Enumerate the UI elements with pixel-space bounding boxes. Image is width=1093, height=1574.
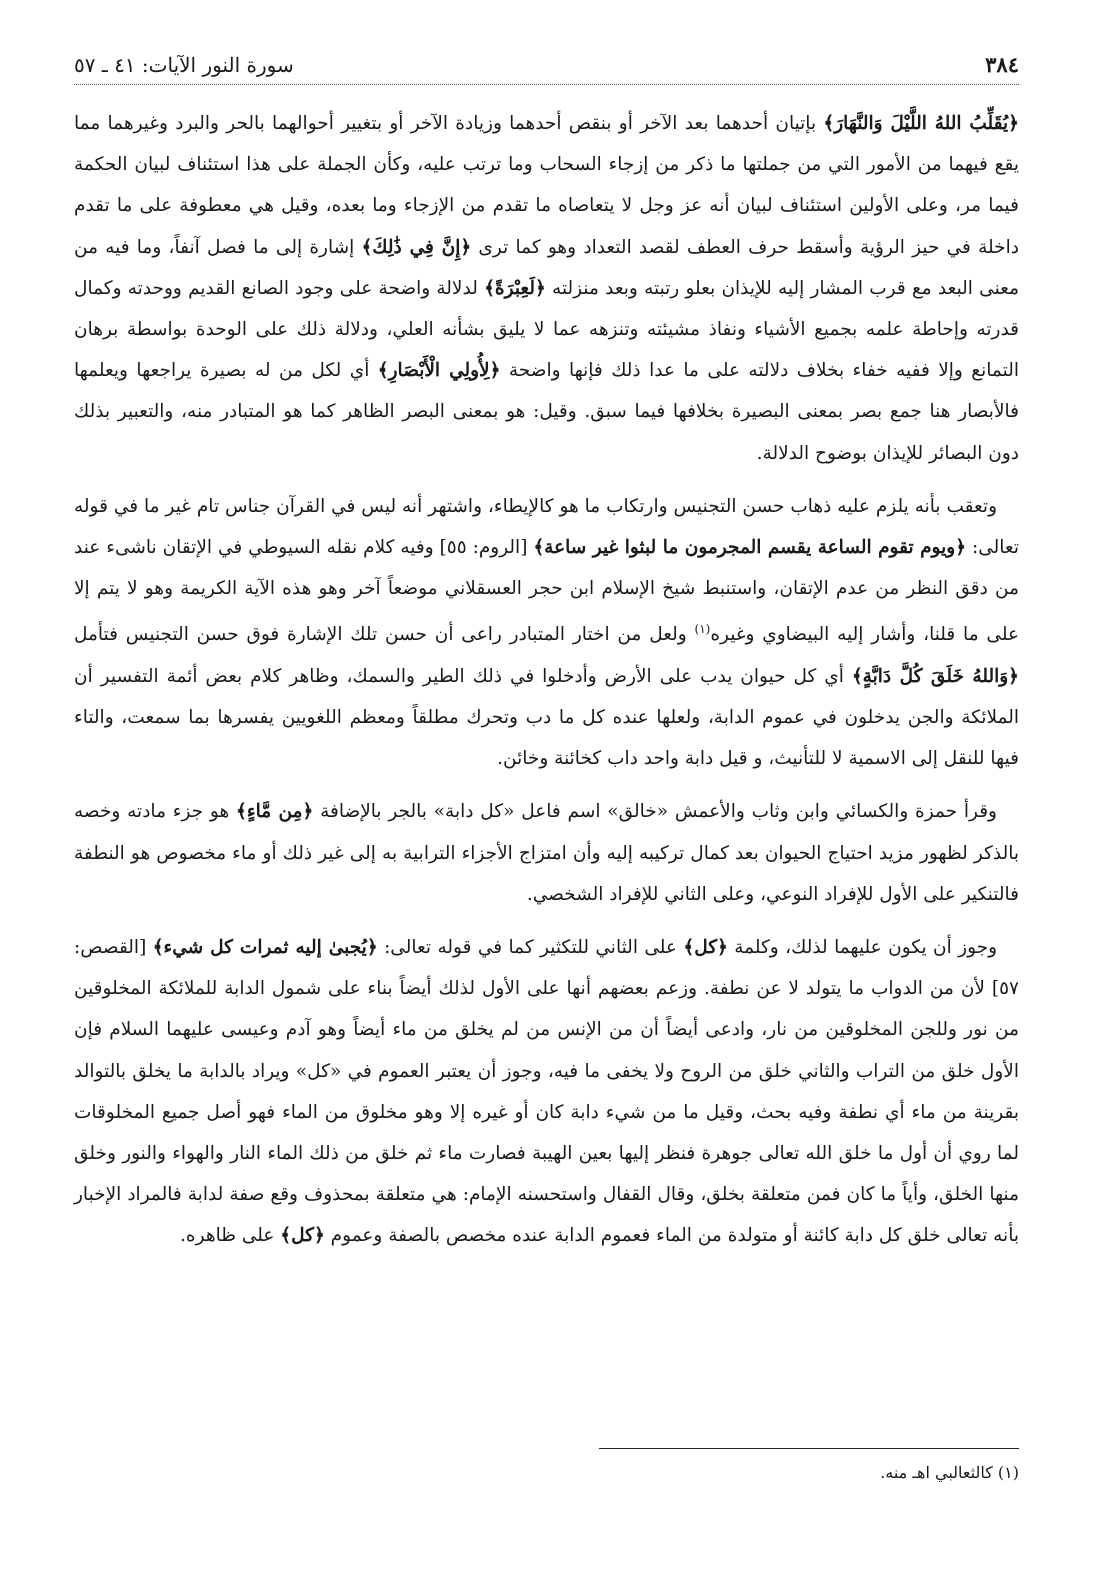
text-run: [الروم: ٥٥] وفيه كلام نقله السيوطي في الإتقان ناشىء عند من دقق النظر من عدم الإتقان، واستنبط شيخ الإسلام ابن حجر العسقلاني موضعاً آخر وهو هذه الآية الكريمة وهو لا يتم إلا على ما قلنا، وأشار إليه البيضاوي وغيره: [74, 537, 1019, 646]
text-run: لدلالة واضحة على وجود الصانع القديم ووحدته وكمال قدرته وإحاطة علمه بجميع الأشياء ونفاذ مشيئته وتنزهه عما لا يليق بشأنه العلي، ودلالة ذلك على الوحدة بواسطة برهان التمانع وإلا ففيه خفاء بخلاف دلالته على ما عدا ذلك فإنها واضحة: [74, 277, 1019, 382]
text-run: بإتيان أحدهما بعد الآخر أو بنقص أحدهما وزيادة الآخر أو بتغيير أحوالهما بالحر والبرد وغيرهما مما يقع فيهما من الأمور التي من جملتها ما ذكر من إزجاء السحاب وما ترتب عليه، وكأن الجملة على هذا استئناف لبيان الحكمة فيما مر، وعلى الأولين استئناف لبيان أنه عز وجل لا يتعاصاه ما تقدم من الإزجاء وما بعده، وقيل هي معطوفة على ما تقدم داخلة في حيز الرؤية وأسقط حرف العطف لقصد التعداد وهو كما ترى: [74, 113, 1019, 258]
quran-quote: ﴿لِأُولِي الْأَبْصَارِ﴾: [377, 360, 501, 382]
text-run: وتعقب بأنه يلزم عليه ذهاب حسن التجنيس وارتكاب ما هو كالإيطاء، واشتهر أنه ليس في القرآن جناس تام غير ما في قوله تعالى:: [74, 495, 1019, 559]
document-page: [74, 48, 1019, 1269]
surah-title: سورة النور الآيات: ٤١ ـ ٥٧: [74, 53, 294, 77]
text-run: أي كل حيوان يدب على الأرض وأدخلوا في ذلك الطير والسمك، وظاهر كلام بعض أئمة التفسير أن الملائكة والجن يدخلون في عموم الدابة، ولعلها عنده كل ما دب وتحرك مطلقاً ومعظم اللغويين يفسرها بما سمعت، والتاء فيها للنقل إلى الاسمية لا للتأنيث، و قيل دابة واحد داب كخائنة وخائن.: [74, 665, 1019, 770]
body-text: [74, 103, 1019, 1257]
paragraph-4: [74, 927, 1019, 1257]
text-run: هو جزء مادته وخصه بالذكر لظهور مزيد احتياج الحيوان بعد كمال تركيبه إليه وأن امتزاج الأجزاء الترابية به إلى غير ذلك أو ماء مخصوص هو النطفة فالتنكير على الأول للإفراد النوعي، وعلى الثاني للإفراد الشخصي.: [74, 801, 1019, 905]
quran-quote: ﴿لَعِبْرَةً﴾: [484, 277, 546, 299]
text-run: إشارة إلى ما فصل آنفاً، وما فيه من معنى البعد مع قرب المشار إليه للإيذان بعلو رتبته وبعد منزلته: [74, 236, 1019, 299]
quran-quote: ﴿وَاللهُ خَلَقَ كُلَّ دَابَّةٍ﴾: [851, 665, 1019, 687]
text-run: ولعل من اختار المتبادر راعى أن حسن تلك الإشارة فوق حسن التجنيس فتأمل: [74, 624, 695, 646]
text-run: [القصص: ٥٧] لأن من الدواب ما يتولد لا عن نطفة. وزعم بعضهم أنها على الأول لذلك أيضاً بناء على شمول الدابة للملائكة المخلوقين من نور وللجن المخلوقين من نار، وادعى أيضاً أن من الإنس من لم يخلق من ماء أيضاً وهو آدم وعيسى عليهما السلام فإن الأول خلق من التراب والثاني خلق من الروح ولا يخفى ما فيه، وجوز أن يعتبر العموم في «كل» ويراد بالدابة ما يخلق بالتوالد بقرينة من ماء أي نطفة وفيه بحث، وقيل ما من شيء دابة كان أو غيره إلا وهو مخلوق من الماء فهو أصل جميع المخلوقات لما روي أن أول ما خلق الله تعالى جوهرة فنظر إليها بعين الهيبة فصارت ماء ثم خلق من ذلك الماء النار والهواء والنور وخلق منها الخلق، وأياً ما كان فمن متعلقة بخلق، وقال القفال واستحسنه الإمام: هي متعلقة بمحذوف وقع صفة لدابة فالمراد الإخبار بأنه تعالى خلق كل دابة كائنة أو متولدة من الماء فعموم الدابة عنده مخصص بالصفة وعموم: [74, 937, 1019, 1247]
text-run: وجوز أن يكون عليهما لذلك، وكلمة: [727, 937, 998, 959]
quran-quote: ﴿مِن مَّاءٍ﴾: [236, 801, 314, 823]
text-run: وقرأ حمزة والكسائي وابن وثاب والأعمش «خالق» اسم فاعل «كل دابة» بالجر بالإضافة: [313, 801, 997, 823]
quran-quote: ﴿كل﴾: [280, 1225, 325, 1247]
paragraph-1: [74, 103, 1019, 474]
quran-quote: ﴿إِنَّ فِي ذَٰلِكَ﴾: [361, 236, 472, 258]
page-number: ٣٨٤: [985, 52, 1019, 77]
text-run: أي لكل من له بصيرة يراجعها ويعلمها فالأبصار هنا جمع بصر بمعنى البصيرة بخلافها فيما سبق. وقيل: هو بمعنى البصر الظاهر كما هو المتبادر منه، والتعبير بذلك دون البصائر للإيذان بوضوح الدلالة.: [74, 360, 1019, 464]
running-head: [74, 48, 1019, 85]
text-run: على الثاني للتكثير كما في قوله تعالى:: [377, 937, 684, 959]
text-run: على ظاهره.: [180, 1225, 281, 1247]
footnote-divider: [599, 1448, 1019, 1449]
footnote-ref: (١): [694, 622, 711, 637]
footnote: (١) كالثعالبي اهـ منه.: [880, 1463, 1019, 1482]
paragraph-2: [74, 486, 1019, 780]
quran-quote: ﴿ويوم تقوم الساعة يقسم المجرمون ما لبثوا غير ساعة﴾: [533, 537, 967, 559]
quran-quote: ﴿يُجبىٰ إليه ثمرات كل شيء﴾: [152, 937, 378, 959]
paragraph-3: [74, 791, 1019, 915]
quran-quote: ﴿يُقَلِّبُ اللهُ اللَّيْلَ وَالنَّهَارَ﴾: [823, 113, 1019, 134]
quran-quote: ﴿كل﴾: [683, 937, 728, 959]
